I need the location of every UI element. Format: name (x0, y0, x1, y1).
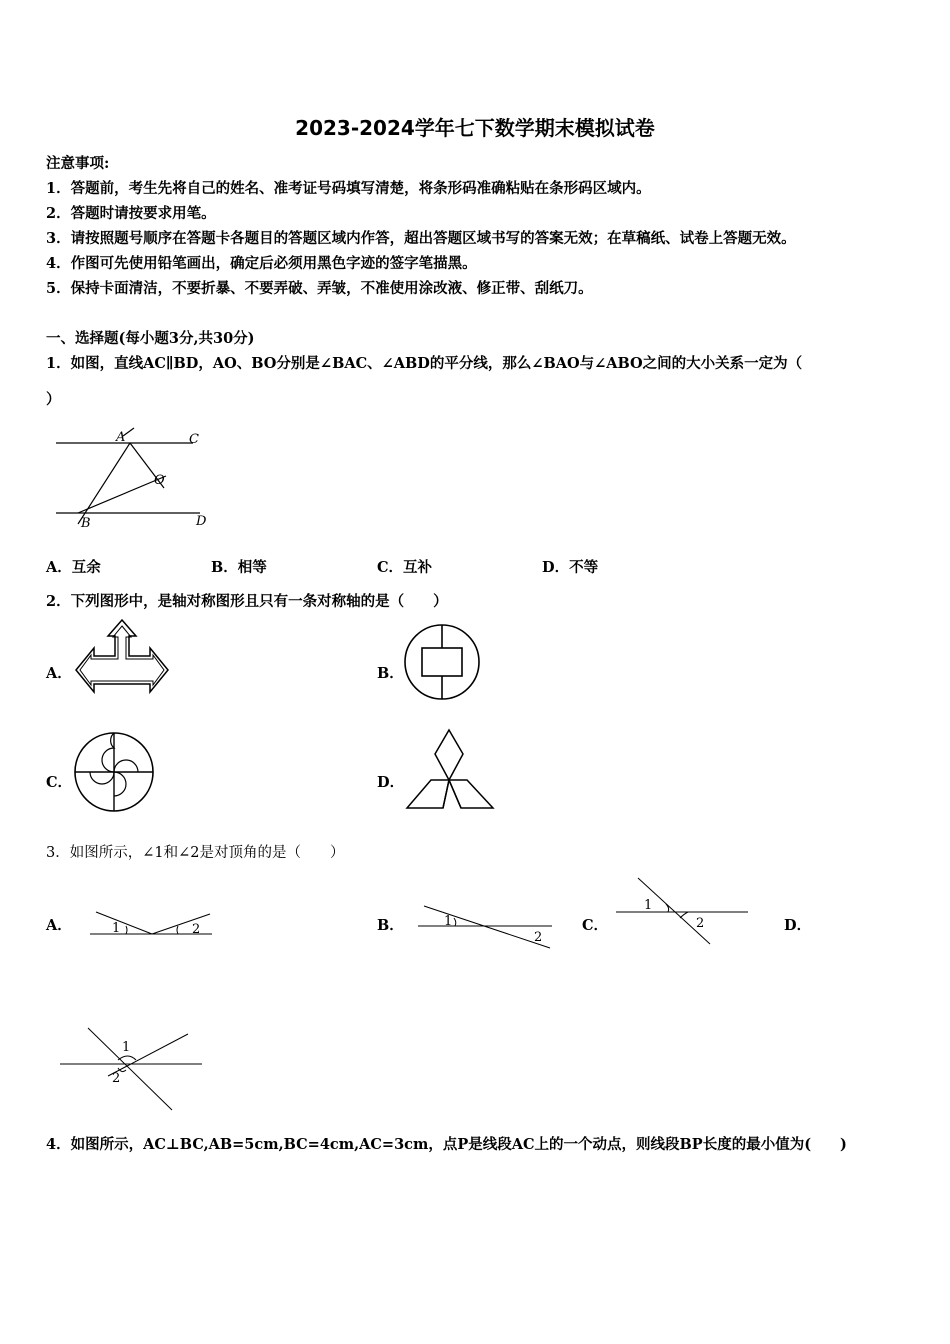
three-diamonds-shape-icon (403, 726, 497, 814)
svg-text:1: 1 (644, 898, 653, 913)
question-1-stem: 1．如图，直线AC∥BD，AO、BO分别是∠BAC、∠ABD的平分线，那么∠BAO与∠ABO之间的大小关系一定为（ (46, 355, 803, 372)
question-1-option-b[interactable]: B．相等 (211, 559, 267, 576)
question-3-figure-a (86, 904, 216, 944)
question-1-figure (48, 418, 218, 533)
notice-heading: 注意事项: (46, 155, 110, 172)
double-arrow-shape-icon (72, 618, 172, 700)
figure-label-b: B (81, 516, 91, 531)
notice-item: 1．答题前，考生先将自己的姓名、准考证号码填写清楚，将条形码准确粘贴在条形码区域内。 (46, 180, 651, 197)
svg-text:1: 1 (122, 1040, 131, 1055)
page-title: 2023-2024学年七下数学期末模拟试卷 (295, 116, 655, 140)
figure-label-d: D (196, 514, 207, 529)
svg-text:2: 2 (192, 922, 201, 937)
svg-text:1: 1 (112, 921, 121, 936)
notice-item: 2．答题时请按要求用笔。 (46, 205, 216, 222)
section-heading: 一、选择题(每小题3分,共30分) (46, 330, 255, 347)
pinwheel-circle-shape-icon (72, 730, 156, 814)
question-3-option-d[interactable]: D． (784, 917, 812, 934)
question-3-figure-c (612, 874, 752, 948)
svg-text:1: 1 (444, 914, 453, 929)
svg-text:2: 2 (534, 930, 543, 945)
question-1-option-d[interactable]: D．不等 (542, 559, 599, 576)
svg-text:2: 2 (112, 1071, 121, 1086)
notice-item: 4．作图可先使用铅笔画出，确定后必须用黑色字迹的签字笔描黑。 (46, 255, 477, 272)
notice-item: 3．请按照题号顺序在答题卡各题目的答题区域内作答，超出答题区域书写的答案无效；在草稿纸、试卷上答题无效。 (46, 230, 796, 247)
question-2-option-d[interactable]: D． (377, 774, 405, 791)
question-2-stem: 2．下列图形中，是轴对称图形且只有一条对称轴的是（ ） (46, 593, 448, 610)
question-2-option-b[interactable]: B． (377, 665, 404, 682)
figure-label-a: A (116, 430, 126, 445)
question-3-option-b[interactable]: B． (377, 917, 404, 934)
question-3-option-c[interactable]: C． (582, 917, 609, 934)
question-1-stem-end: ） (46, 391, 61, 408)
question-1-option-c[interactable]: C．互补 (377, 559, 433, 576)
question-3-figure-b (414, 900, 554, 952)
question-4-stem: 4．如图所示，AC⊥BC,AB=5cm,BC=4cm,AC=3cm，点P是线段AC上的一个动点，则线段BP长度的最小值为( ) (46, 1136, 847, 1153)
question-2-option-c[interactable]: C． (46, 774, 73, 791)
figure-label-c: C (189, 432, 199, 447)
question-1-option-a[interactable]: A．互余 (46, 559, 101, 576)
svg-text:2: 2 (696, 916, 705, 931)
notice-item: 5．保持卡面清洁，不要折暴、不要弄破、弄皱，不准使用涂改液、修正带、刮纸刀。 (46, 280, 593, 297)
figure-label-o: O (154, 473, 165, 488)
question-3-figure-d (56, 1024, 206, 1114)
circle-square-shape-icon (402, 622, 484, 702)
question-3-stem: 3．如图所示，∠1和∠2是对顶角的是（ ） (46, 845, 345, 861)
question-3-option-a[interactable]: A． (46, 917, 72, 934)
question-2-option-a[interactable]: A． (46, 665, 72, 682)
